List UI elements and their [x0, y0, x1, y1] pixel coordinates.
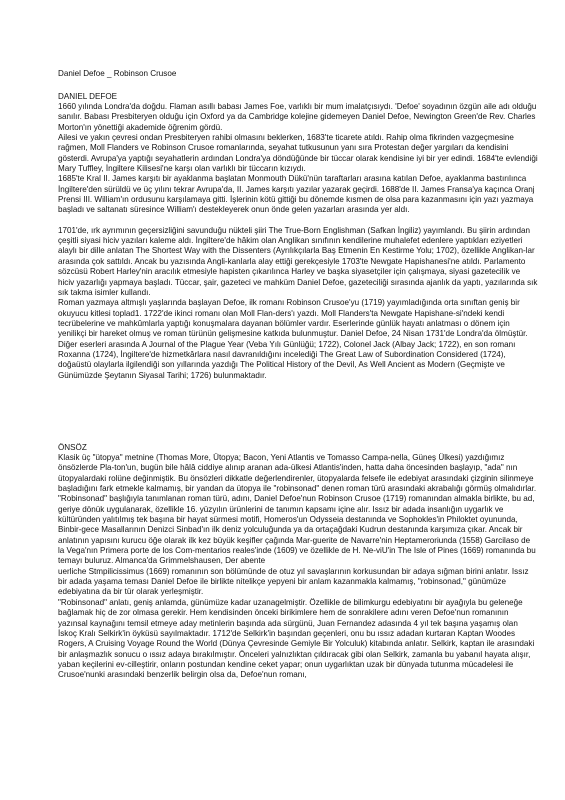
section-heading-preface: ÖNSÖZ	[58, 443, 87, 452]
paragraph: Diğer eserleri arasında A Journal of the Plague Year (Veba Yılı Günlüğü; 1722), Colonel Jack (Albay Jack; 1722), en son romanı Roxanna (1724), İngiltere'de hizmetkârlara nasıl davranıldığını incelediği The Great Law of Subordination Considered (1724), doğaüstü olaylarla ilgilendiği son yıllarında yazdığı The Political History of the Devil, As Well Ancient as Modern (Geçmişte ve Günümüzde Şeytanın Siyasal Tarihi; 1726) bulunmaktadır.	[58, 339, 516, 380]
paragraph: Ailesi ve yakın çevresi ondan Presbiteryen rahibi olmasını beklerken, 1683'te ticarete atıldı. Rahip olma fikrinden vazgeçmesine rağmen, Moll Flanders ve Robinson Crusoe romanlarında, seyahat tutkusunun yanı sıra Protestan değer yargıları da kendisini gösterdi. Avrupa'ya yaptığı seyahatlerin ardından Londra'ya döndüğünde bir tüccar olarak kendisine iyi bir yer edindi. 1684'te evlendiği Mary Tuffley, İngiltere Kilisesi'ne karşı olan varlıklı bir tüccarın kızıydı.	[58, 133, 538, 174]
document-title: Daniel Defoe _ Robinson Crusoe	[58, 69, 177, 78]
paragraph: 1701'de, ırk ayrımının geçersizliğini savunduğu nükteli şiiri The True-Born Englishman (Safkan İngiliz) yayımlandı. Bu şiirin ardından çeşitli siyasi hiciv yazıları kaleme aldı. İngiltere'de hâkim olan Anglikan sınıfının kendilerine muhalefet edenlere yaptıkları eziyetleri alaylı bir dille anlatan The Shortest Way with the Dissenters (Ayrılıkçılarla Baş Etmenin En Kestirme Yolu; 1702), özellikle Anglikan-lar arasında çok sattıldı. Ancak bu yazısında Angli-kanlarla alay ettiği gerekçesiyle 1703'te Newgate Hapishanesi'ne atıldı. Parlamento sözcüsü Robert Harley'nin aracılık etmesiyle hapisten çıkarılınca Harley ve başka siyasetçiler için çalışmaya, siyasi gazetecilik ve hiciv yazarlığı yapmaya başladı. Tüccar, şair, gazeteci ve mahküm Daniel Defoe, gazeteciliği sırasında ajanlık da yaptı, yazılarında sık sık takma isimler kullandı.	[58, 225, 538, 297]
paragraph: uerliche Stmpilicissimus (1669) romanının son bölümünde de otuz yıl savaşlarının korkusundan bir adaya sığman birini anlatır. Issız bir adada yaşama teması Daniel Defoe ile birlikte nitelikçe yepyeni bir anlam kazanmakla kalmamış, "robinsonad," günümüze edebiyatına da bir tür olarak yerleşmiştir.	[58, 566, 529, 597]
paragraph-spacer	[58, 216, 538, 226]
section-body-author	[58, 102, 538, 381]
paragraph: 1685'te Kral II. James karşıtı bir ayaklanma başlatan Monmouth Dükü'nün taraftarları arasına katılan Defoe, ayaklanma bastırılınca İngiltere'den sürüldü ve üç yılını tekrar Avrupa'da, II. James karşıtı yazılar yazarak geçirdi. 1688'de II. James Fransa'ya kaçınca Oranj Prensi III. William'ın ordusunu karşılamaya gitti. İşlerinin kötü gittiği bu dönemde kısmen de olsa para kazanmasını için yazı yazmaya başladı ve saltanatı süresince William'ı destekleyerek onun önde gelen yazarları arasında yer aldı.	[58, 174, 535, 215]
paragraph: "Robinsonad" başlığıyla tanımlanan roman türü, adını, Daniel Defoe'nun Robinson Crusoe (1719) romanından almakla birlikte, bu ad, geriye dönük uygulanarak, özellikle 16. yüzyılın ürünlerini de tanımın kapsamı içine alır. Issız bir adada insanlığın uygarlık ve kültüründen yalıtılmış tek başına bir hayat sürmesi motifi, Homeros'un Odysseia destanında ve Sophokles'in Philoktet oyununda, Binbir-gece Masallarının Denizci Sinbad'ın ilk deniz yolculuğunda ya da ortaçağdaki Kudrun destanında karşımıza çıkar. Ancak bir anlatının yapısını kurucu öğe olarak ilk kez büyük keşifler çağında Mar-guerite de Navarre'nin Heptameroriunda (1558) Garcilaso de la Vega'nın Primera porte de los Com-mentarios reales'inde (1609) ve özellikle de H. Ne-viU'in The Isle of Pines (1669) romanında bu temayı buluruz. Almanca'da Grimmelshausen, Der abente	[58, 494, 536, 566]
paragraph: 1660 yılında Londra'da doğdu. Flaman asıllı babası James Foe, varlıklı bir mum imalatçısıydı. 'Defoe' soyadının özgün aile adı olduğu sanılır. Babası Presbiteryen olduğu için Oxford ya da Cambridge kolejine gidemeyen Daniel Defoe, Newington Green'de Rev. Charles Morton'ın yönettiği akademide öğrenim gördü.	[58, 102, 537, 132]
section-heading-author: DANIEL DEFOE	[58, 92, 118, 101]
paragraph: Roman yazmaya altmışlı yaşlarında başlayan Defoe, ilk romanı Robinson Crusoe'yu (1719) yayımladığında orta sınıftan geniş bir okuyucu kitlesi toplad1. 1722'de ikinci romanı olan Moll Flan-ders'ı yazdı. Moll Flanders'ta Newgate Hapishane-si'ndeki kendi tecrübelerine ve mahkûmlarla yaptığı konuşmalara dayanan bölümler vardır. Eserlerinde günlük hayatı anlatması o dönem için yenilikçi bir hareket olmuş ve roman türünün gelişmesine katkıda bulunmuştur. Daniel Defoe, 24 Nisan 1731'de Londra'da ölmüştür.	[58, 298, 528, 339]
paragraph: Klasik üç "ütopya" metnine (Thomas More, Ütopya; Bacon, Yeni Atlantis ve Tomasso Campa-nella, Güneş Ülkesi) yazdığımız önsözlerde Pla-ton'un, bugün bile hâlâ ciddiye alınıp aranan ada-ülkesi Atlantis'inden, hatta daha öncesinden başlayıp, "ada" nın ütopyalardaki rolüne değinmiştik. Bu önsözleri dikkatle değerlendirenler, ütopyalarda felsefe ile edebiyat arasındaki çizginin silinmeye başladığını fark etmekle kalmamış, bir yandan da ütopya ile "robinsonad" denen roman türü arasındaki akrabalığı görmüş olmalıdırlar.	[58, 453, 537, 494]
paragraph: "Robinsonad" anlatı, geniş anlamda, günümüze kadar uzanagelmiştir. Özellikle de bilimkurgu edebiyatını bir ayağıyla bu geleneğe bağlamak hiç de zor olmasa gerekir. Hem kendisinden önceki birikimlere hem de sonrakilere adını veren Defoe'nun romanının yazınsal kaynağını temsil etmeye aday metinlerin başında ada sürgünü, Juan Fernandez adasında 4 yıl tek başına yaşamış olan İskoç Kralı Selkirk'in öyküsü sayılmaktadır. 1712'de Selkirk'in başından geçenleri, onu bu ıssız adadan kurtaran Kaptan Woodes Rogers, A Cruising Voyage Round the World (Dünya Çevresinde Gemiyle Bir Yolculuk) kitabında anlatır. Selkirk, kaptan ile arasındaki bir anlaşmazlık sonucu o ıssız adaya bırakılmıştır. Önceleri yalnızlıktan çıldıracak gibi olan Selkirk, zamanla bu yabanıl hayata alışır, yaban keçilerini ev-cilleştirir, onların postundan kendine ceket yapar; onun uygarlıktan uzak bir dünyada tutunma mücadelesi ile Crusoe'nunki arasındaki benzerlik belirgin olsa da, Defoe'nun romanı,	[58, 597, 535, 680]
section-body-preface	[58, 453, 538, 681]
